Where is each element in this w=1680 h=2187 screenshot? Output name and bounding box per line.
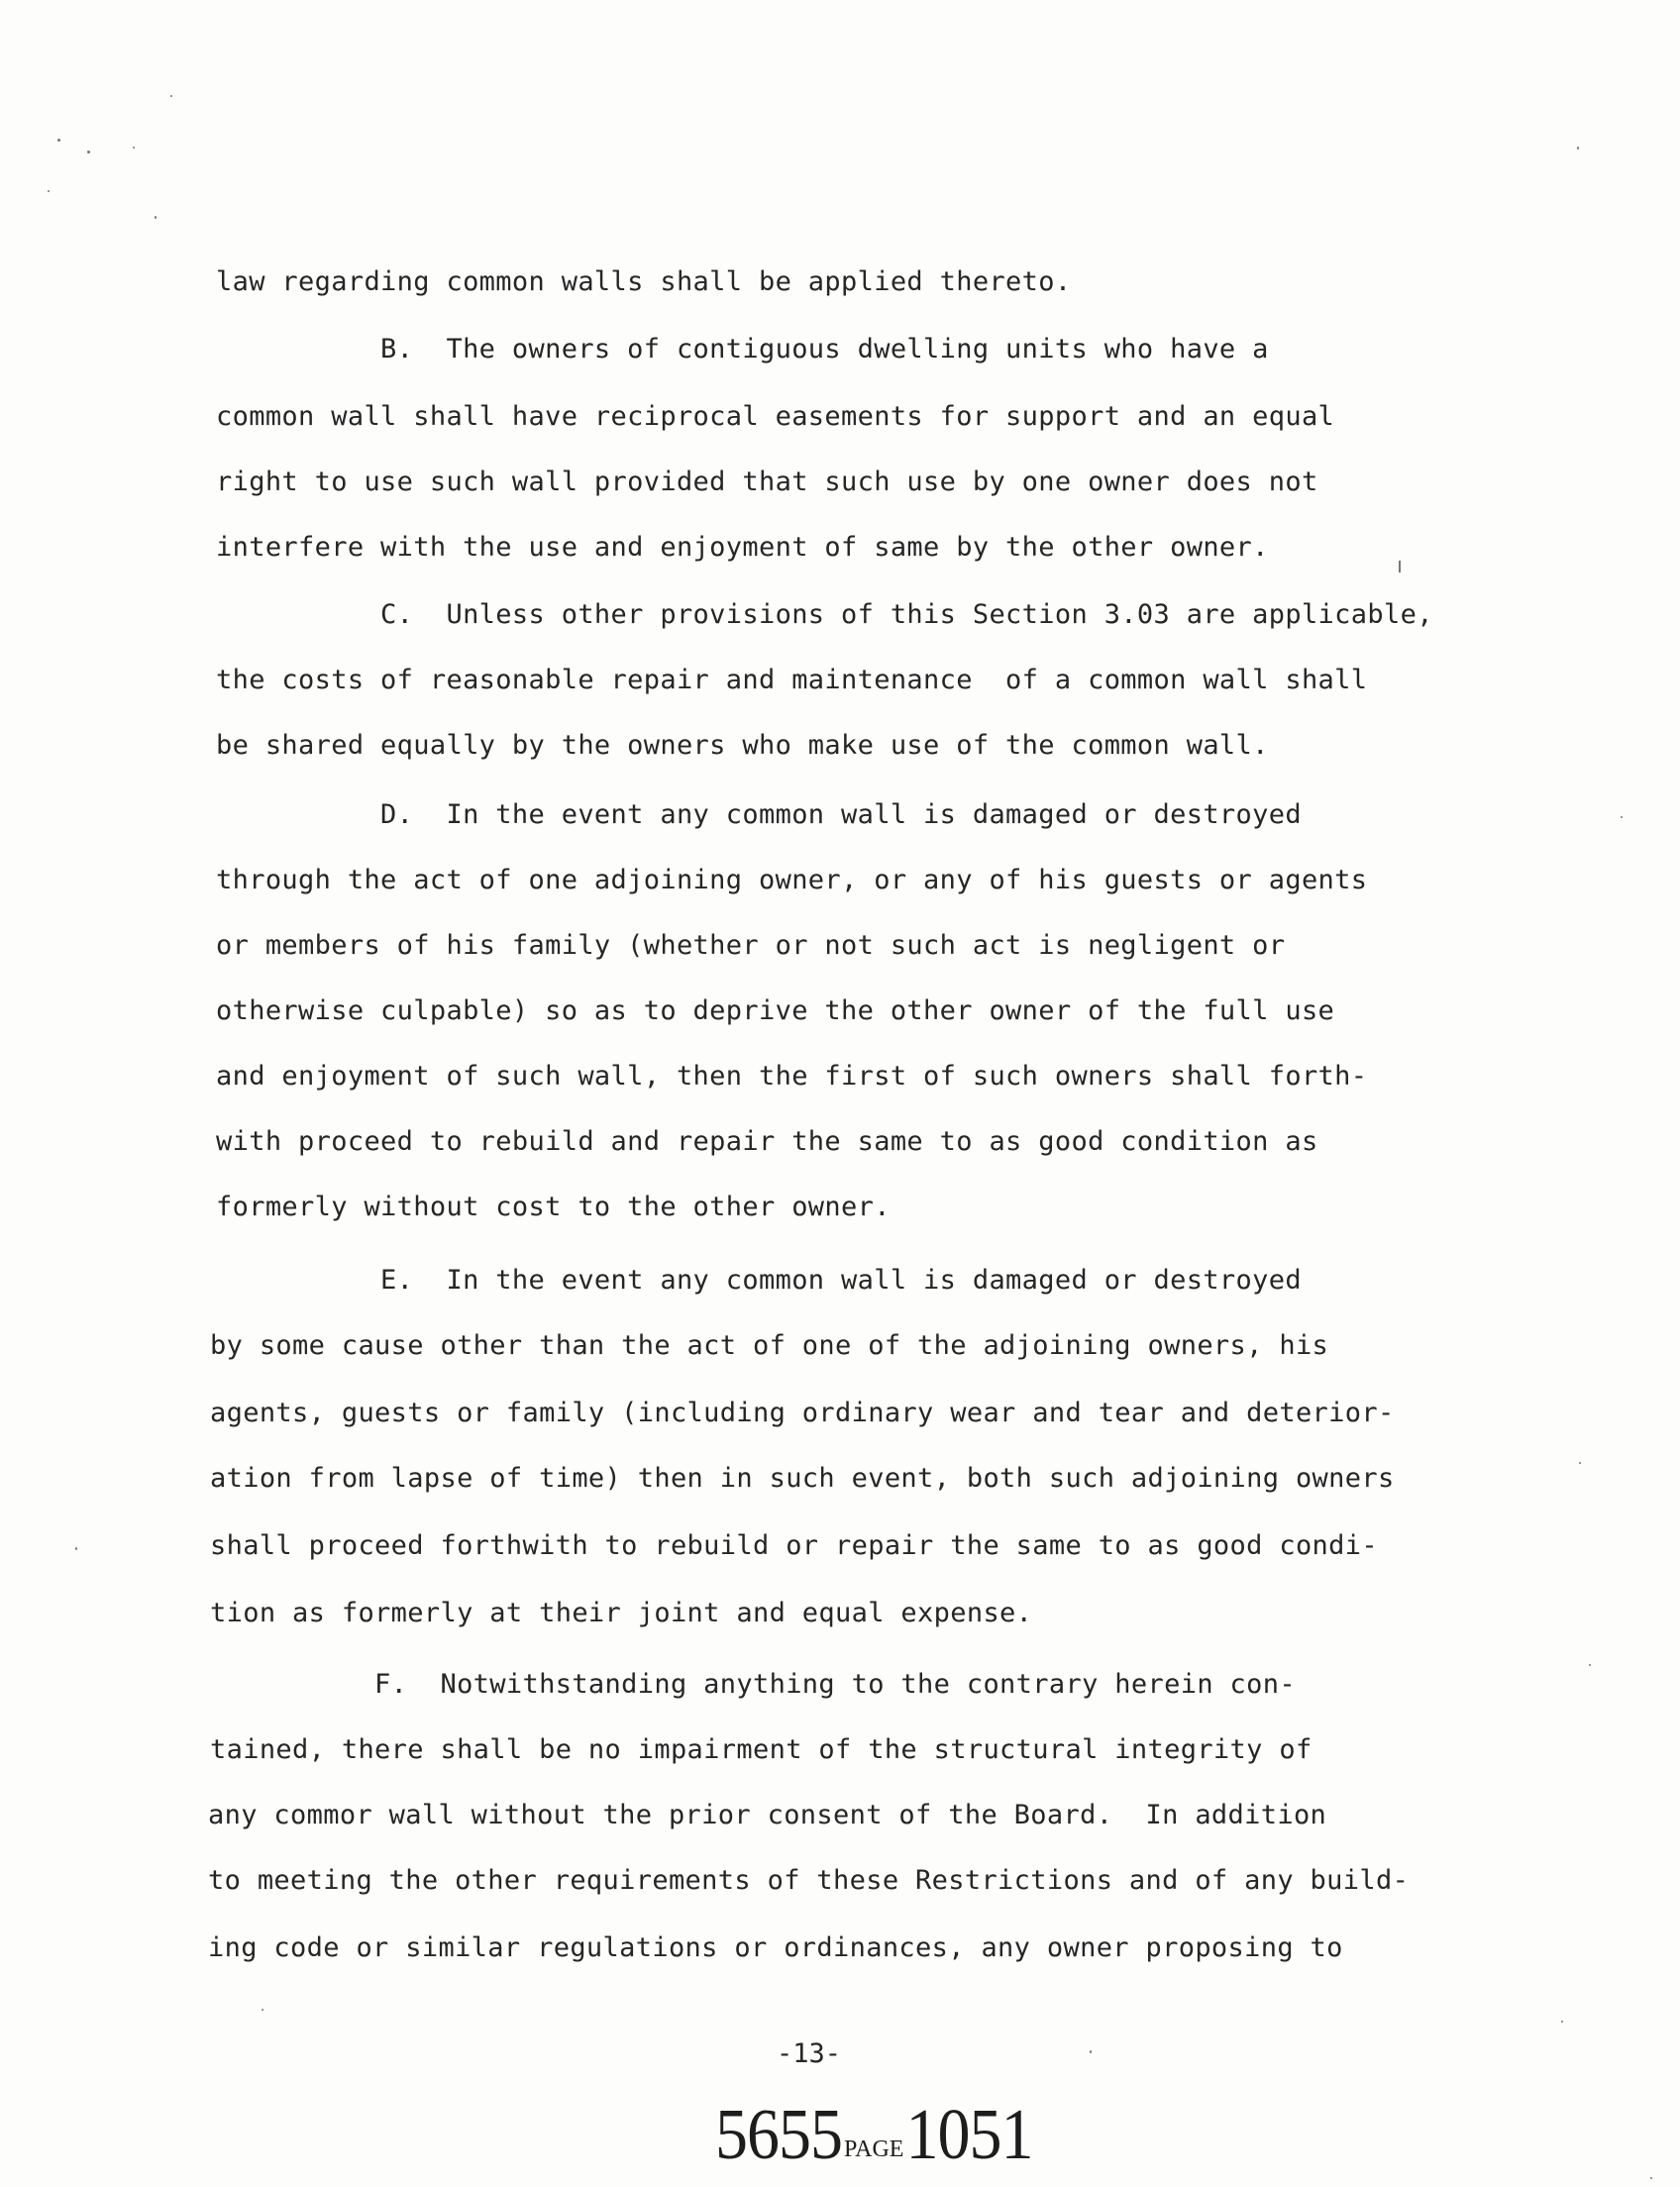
text-line: law regarding common walls shall be applied thereto. <box>216 266 1072 297</box>
text-line: C. Unless other provisions of this Section 3.03 are applicable, <box>216 599 1433 630</box>
scan-speck <box>1650 2177 1652 2179</box>
text-line: ing code or similar regulations or ordinances, any owner proposing to <box>208 1932 1343 1963</box>
text-line: otherwise culpable) so as to deprive the other owner of the full use <box>216 995 1335 1026</box>
text-line: right to use such wall provided that such use by one owner does not <box>216 467 1318 497</box>
text-line: formerly without cost to the other owner. <box>216 1192 891 1222</box>
text-line: any commor wall without the prior consent of the Board. In addition <box>208 1800 1327 1830</box>
stamp-page-number: 1051 <box>905 2095 1033 2175</box>
text-line: the costs of reasonable repair and maintenance of a common wall shall <box>216 665 1368 695</box>
scan-speck <box>170 95 172 97</box>
scan-speck <box>1579 1462 1581 1464</box>
text-line: to meeting the other requirements of these Restrictions and of any build- <box>208 1865 1410 1896</box>
scan-speck <box>262 2009 263 2011</box>
scan-speck <box>133 147 135 149</box>
page-number: -13- <box>777 2038 842 2069</box>
scan-speck <box>1621 816 1623 818</box>
scan-speck <box>1399 561 1401 573</box>
text-line: and enjoyment of such wall, then the first of such owners shall forth- <box>216 1061 1368 1092</box>
text-line: or members of his family (whether or not such act is negligent or <box>216 930 1286 961</box>
scan-speck <box>1577 147 1579 150</box>
text-line: F. Notwithstanding anything to the contrary herein con- <box>210 1669 1296 1700</box>
book-page-stamp <box>715 2095 1033 2175</box>
stamp-page-label: PAGE <box>844 2136 904 2162</box>
text-line: E. In the event any common wall is damaged or destroyed <box>216 1265 1302 1296</box>
text-line: ation from lapse of time) then in such event, both such adjoining owners <box>210 1463 1395 1494</box>
text-line: interfere with the use and enjoyment of same by the other owner. <box>216 532 1269 563</box>
text-line: common wall shall have reciprocal easements for support and an equal <box>216 401 1335 432</box>
text-line: by some cause other than the act of one of the adjoining owners, his <box>210 1330 1329 1361</box>
text-line: with proceed to rebuild and repair the same to as good condition as <box>216 1126 1318 1157</box>
text-line: B. The owners of contiguous dwelling units who have a <box>216 334 1269 364</box>
text-line: shall proceed forthwith to rebuild or repair the same to as good condi- <box>210 1530 1378 1561</box>
scan-speck <box>1090 2050 1092 2053</box>
scan-speck <box>87 151 90 154</box>
text-line: tained, there shall be no impairment of the structural integrity of <box>210 1734 1312 1765</box>
stamp-book-number: 5655 <box>715 2095 842 2175</box>
text-line: tion as formerly at their joint and equal expense. <box>210 1598 1033 1628</box>
scan-speck <box>1589 1664 1591 1666</box>
scan-speck <box>48 190 50 192</box>
scan-speck <box>75 1547 77 1550</box>
text-line: D. In the event any common wall is damaged or destroyed <box>216 799 1302 830</box>
text-line: be shared equally by the owners who make use of the common wall. <box>216 730 1269 761</box>
text-line: through the act of one adjoining owner, or any of his guests or agents <box>216 865 1368 895</box>
scan-speck <box>1561 2021 1563 2023</box>
scan-speck <box>155 216 157 219</box>
scan-speck <box>57 139 60 142</box>
text-line: agents, guests or family (including ordinary wear and tear and deterior- <box>210 1398 1395 1428</box>
